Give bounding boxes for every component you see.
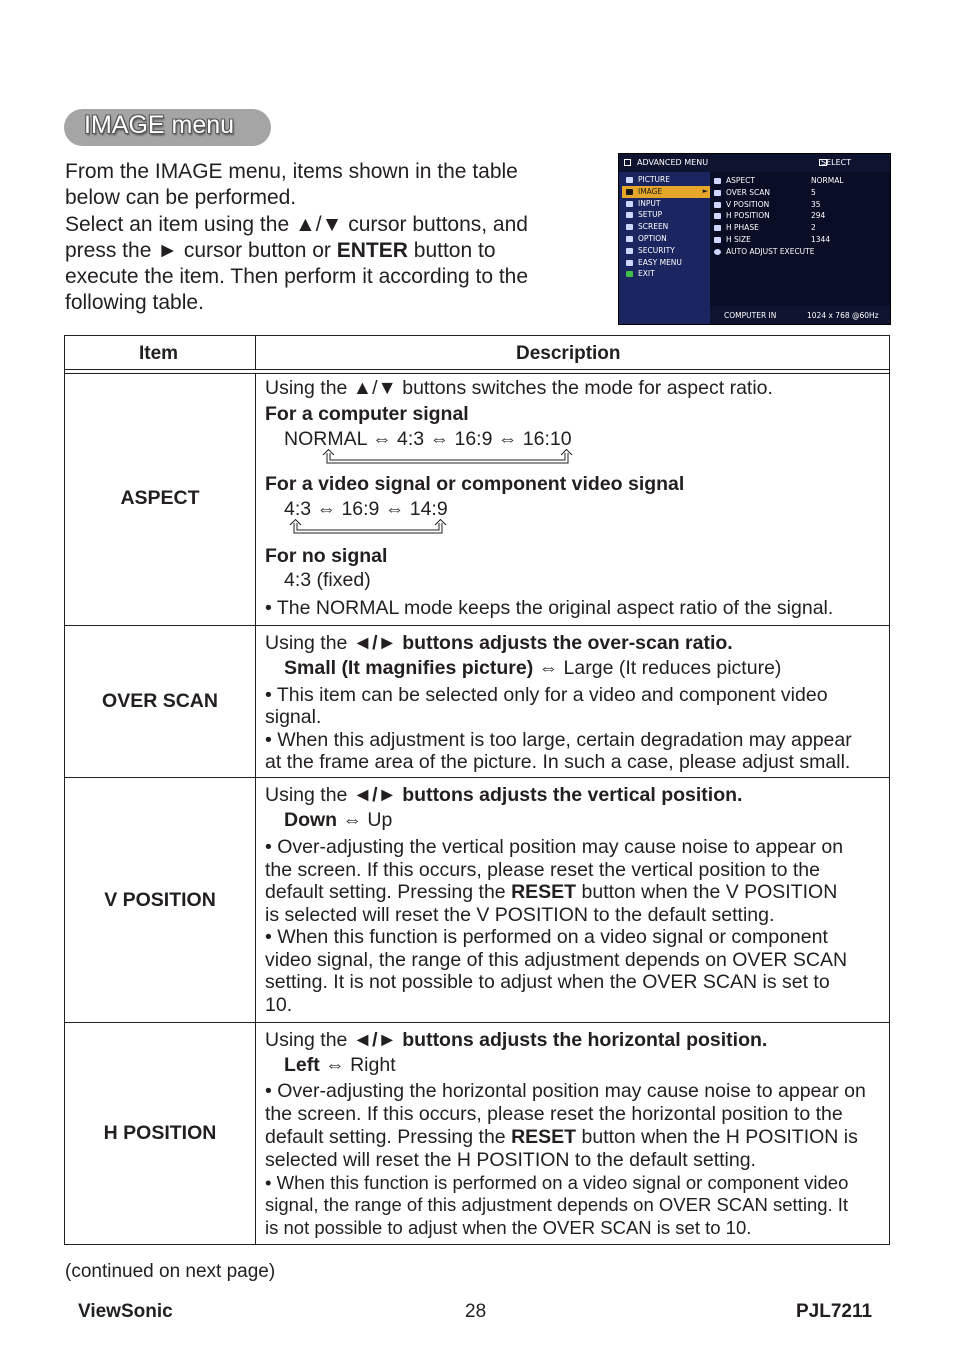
aspect-icon: [714, 178, 721, 184]
option-icon: [626, 236, 633, 242]
heading-text: For a computer signal: [265, 403, 469, 425]
auto-adjust-icon: [714, 249, 721, 255]
osd-sub-menu: [710, 172, 890, 306]
page-number: 28: [465, 1301, 487, 1322]
desc-note: • This item can be selected only for a video and component video: [265, 684, 828, 706]
table-rule: [64, 369, 890, 370]
osd-footer: [710, 306, 890, 324]
desc-note: signal.: [265, 706, 322, 728]
osd-menu-item-setup: [622, 209, 710, 221]
desc-sequence: [265, 809, 392, 832]
desc-sequence: [265, 1054, 396, 1077]
osd-menu-item-option: [622, 233, 710, 245]
osd-sub-label: OVER SCAN: [726, 187, 770, 197]
intro-line: execute the item. Then perform it according to the: [65, 265, 529, 289]
osd-header: [619, 154, 890, 172]
desc-bold: ◄/► buttons adjusts the horizontal position.: [352, 1029, 768, 1051]
osd-menu-label: PICTURE: [638, 175, 670, 184]
reset-keyword: RESET: [511, 1126, 577, 1148]
desc-span: default setting. Pressing the: [265, 1126, 512, 1148]
right-arrow-icon: ►: [702, 186, 708, 195]
input-icon: [626, 201, 633, 207]
shield-icon: [626, 248, 633, 254]
osd-menu-screenshot: [618, 153, 891, 325]
osd-menu-item-easy-menu: [622, 257, 710, 269]
desc-sequence: [265, 657, 781, 680]
footer-model: PJL7211: [796, 1301, 873, 1322]
osd-sub-item: [710, 187, 890, 199]
enter-keyword: ENTER: [336, 238, 408, 262]
desc-span: Using the: [265, 1029, 353, 1051]
osd-menu-label: IMAGE: [638, 186, 663, 196]
screen-icon: [626, 224, 633, 230]
over-scan-icon: [714, 190, 721, 196]
reset-keyword: RESET: [511, 881, 577, 903]
desc-note: the screen. If this occurs, please reset the vertical position to the: [265, 859, 820, 881]
menu-icon: [624, 159, 631, 166]
col-header-description: Description: [516, 343, 621, 364]
osd-sub-value: 1344: [811, 234, 831, 244]
osd-menu-label: SCREEN: [638, 222, 669, 232]
desc-span: ⇔ Right: [319, 1054, 396, 1076]
col-header-item: Item: [139, 343, 179, 364]
item-aspect: ASPECT: [120, 487, 200, 509]
osd-menu-label: EASY MENU: [638, 257, 682, 267]
desc-note: • The NORMAL mode keeps the original aspect ratio of the signal.: [265, 597, 834, 619]
picture-icon: [626, 177, 633, 183]
desc-sequence: 4:3 (fixed): [284, 569, 371, 591]
desc-span: Using the: [265, 632, 353, 654]
desc-note: • Over-adjusting the vertical position may cause noise to appear on: [265, 836, 844, 858]
osd-sub-item: [710, 222, 890, 234]
intro-text: press the ► cursor button or: [65, 238, 337, 262]
cycle-arrow-icon: [320, 449, 576, 469]
osd-sub-item: [710, 199, 890, 211]
osd-main-menu: [622, 174, 710, 280]
osd-sub-item: [710, 246, 890, 258]
desc-sequence: NORMAL ⇔ 4:3 ⇔ 16:9 ⇔ 16:10: [284, 428, 572, 450]
intro-paragraph: [65, 159, 605, 317]
intro-line: below can be performed.: [65, 186, 297, 210]
osd-sub-label: V POSITION: [726, 199, 770, 209]
desc-text: [265, 784, 742, 807]
desc-note: setting. It is not possible to adjust when the OVER SCAN is set to: [265, 971, 830, 993]
desc-note: • When this function is performed on a video signal or component: [265, 926, 828, 948]
image-icon: [626, 189, 633, 195]
intro-line: [65, 238, 605, 264]
desc-text: [265, 1029, 767, 1052]
desc-heading: [265, 403, 469, 426]
easy-menu-icon: [626, 260, 633, 266]
osd-sub-label: AUTO ADJUST EXECUTE: [726, 246, 815, 256]
desc-note: • When this adjustment is too large, certain degradation may appear: [265, 729, 852, 751]
section-title: IMAGE menu: [84, 111, 235, 139]
osd-header-title: ADVANCED MENU: [637, 158, 709, 167]
desc-note: is not possible to adjust when the OVER SCAN is set to 10.: [265, 1217, 752, 1238]
desc-note: [265, 881, 837, 904]
section-title-pill: [64, 109, 271, 146]
osd-sub-value: 294: [811, 211, 826, 221]
desc-span: ⇔ Large (It reduces picture): [533, 657, 782, 679]
osd-menu-item-security: [622, 245, 710, 257]
desc-note: the screen. If this occurs, please reset the horizontal position to the: [265, 1103, 843, 1125]
osd-menu-label: SETUP: [638, 210, 663, 220]
item-h-position: H POSITION: [103, 1122, 217, 1144]
table-rule: [64, 625, 890, 626]
intro-line: Select an item using the ▲/▼ cursor buttons, and: [65, 212, 528, 236]
desc-bold: Small (It magnifies picture): [284, 657, 534, 679]
desc-span: ⇔ Up: [337, 809, 393, 831]
desc-note: video signal, the range of this adjustment depends on OVER SCAN: [265, 949, 848, 971]
osd-menu-item-screen: [622, 221, 710, 233]
desc-text: Using the ▲/▼ buttons switches the mode for aspect ratio.: [265, 377, 773, 399]
osd-sub-item: [710, 234, 890, 246]
desc-note: • When this function is performed on a video signal or component video: [265, 1172, 849, 1193]
osd-menu-label: SECURITY: [638, 245, 675, 255]
osd-menu-label: INPUT: [638, 198, 661, 208]
cycle-arrow-icon: [287, 519, 449, 539]
desc-span: button when the V POSITION: [576, 881, 838, 903]
osd-menu-item-picture: [622, 174, 710, 186]
osd-sub-label: H PHASE: [726, 223, 759, 233]
heading-text: For a video signal or component video signal: [265, 473, 685, 495]
osd-signal: 1024 x 768 @60Hz: [807, 311, 879, 320]
desc-sequence: 4:3 ⇔ 16:9 ⇔ 14:9: [284, 498, 448, 520]
table-rule: [64, 373, 890, 374]
v-position-icon: [714, 202, 721, 208]
osd-sub-label: ASPECT: [726, 176, 755, 185]
osd-menu-item-image: [622, 186, 710, 198]
desc-note: signal, the range of this adjustment depends on OVER SCAN setting. It: [265, 1194, 849, 1215]
osd-menu-item-input: [622, 198, 710, 210]
osd-menu-label: EXIT: [638, 269, 655, 279]
table-divider: [255, 335, 256, 370]
osd-sub-value: 5: [811, 187, 816, 197]
desc-span: default setting. Pressing the: [265, 881, 512, 903]
desc-note: selected will reset the H POSITION to the default setting.: [265, 1149, 756, 1171]
h-size-icon: [714, 237, 721, 243]
desc-note: at the frame area of the picture. In such a case, please adjust small.: [265, 751, 851, 773]
desc-note: • Over-adjusting the horizontal position may cause noise to appear on: [265, 1080, 866, 1102]
desc-bold: ◄/► buttons adjusts the vertical position.: [352, 784, 743, 806]
h-position-icon: [714, 213, 721, 219]
setup-icon: [626, 212, 633, 218]
continued-note: (continued on next page): [65, 1261, 276, 1282]
osd-sub-value: NORMAL: [811, 176, 844, 185]
desc-bold: Left: [284, 1054, 320, 1076]
osd-header-select: SELECT: [821, 158, 852, 167]
desc-span: Using the: [265, 784, 353, 806]
exit-icon: [626, 271, 633, 277]
table-rule: [64, 1022, 890, 1023]
desc-heading: [265, 545, 387, 568]
desc-note: is selected will reset the V POSITION to the default setting.: [265, 904, 775, 926]
h-phase-icon: [714, 225, 721, 231]
osd-sub-value: 35: [811, 199, 821, 209]
osd-sub-label: H SIZE: [726, 234, 751, 244]
desc-span: button when the H POSITION is: [576, 1126, 858, 1148]
heading-text: For no signal: [265, 545, 388, 567]
footer-brand: ViewSonic: [78, 1301, 173, 1322]
item-over-scan: OVER SCAN: [102, 690, 218, 712]
table-rule: [64, 777, 890, 778]
desc-heading: [265, 473, 684, 496]
table-divider: [255, 373, 256, 1245]
intro-line: From the IMAGE menu, items shown in the table: [65, 160, 518, 183]
osd-sub-item: [710, 175, 890, 187]
desc-bold: ◄/► buttons adjusts the over-scan ratio.: [352, 632, 733, 654]
item-v-position: V POSITION: [104, 889, 216, 911]
osd-source: COMPUTER IN: [724, 311, 777, 320]
desc-note: 10.: [265, 994, 293, 1016]
intro-line: following table.: [65, 291, 204, 315]
osd-sub-item: [710, 210, 890, 222]
desc-bold: Down: [284, 809, 338, 831]
intro-text: button to: [407, 238, 496, 262]
desc-note: [265, 1126, 858, 1149]
osd-menu-label: OPTION: [638, 233, 667, 243]
osd-sub-label: H POSITION: [726, 211, 770, 221]
osd-menu-item-exit: [622, 268, 710, 280]
osd-sub-value: 2: [811, 223, 816, 233]
desc-text: [265, 632, 733, 655]
